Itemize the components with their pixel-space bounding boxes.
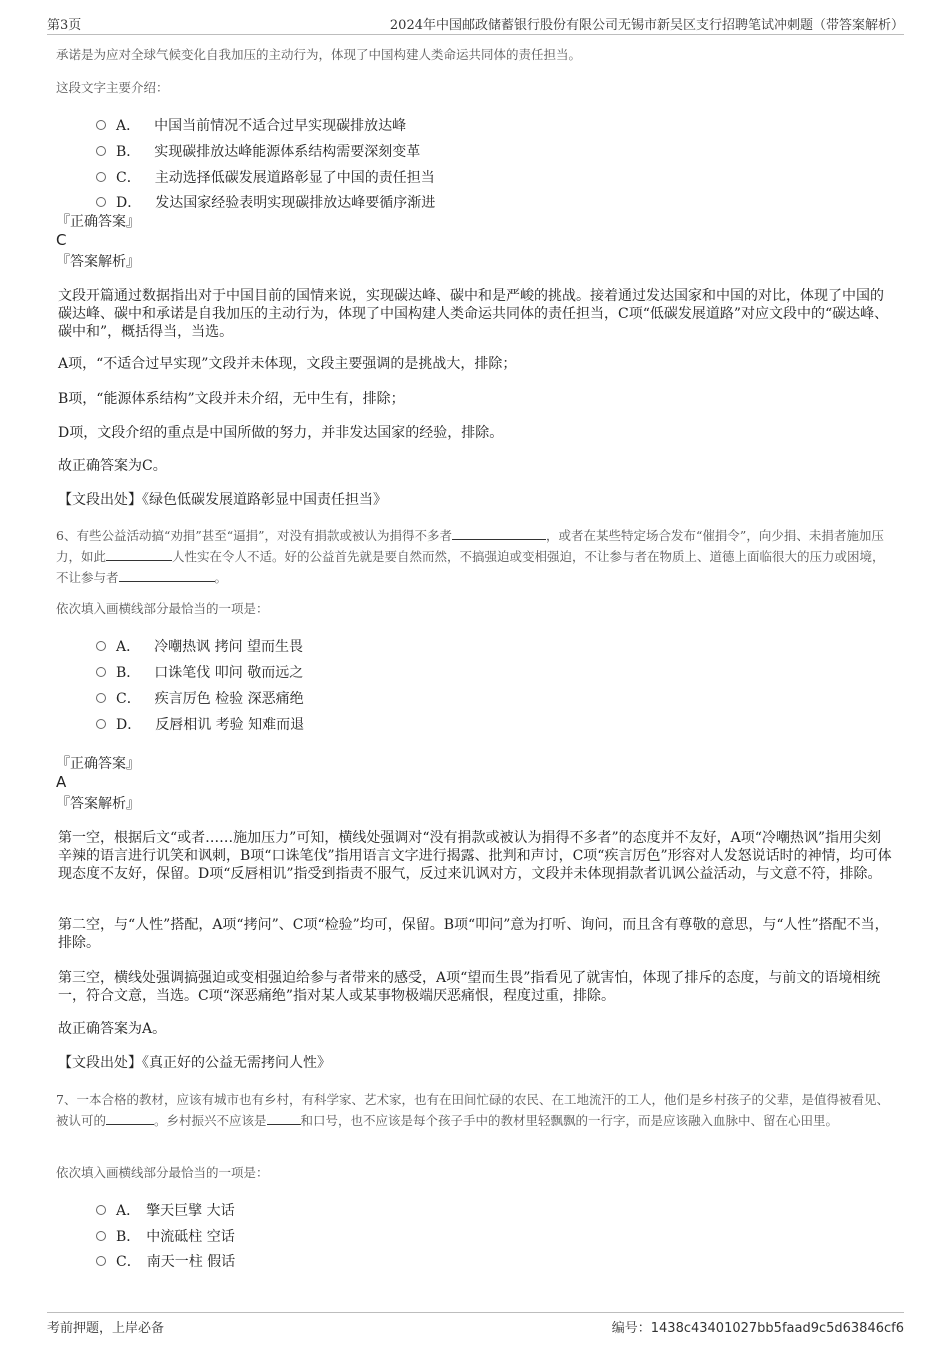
q6-analysis-paragraph: 第二空，与“人性”搭配，A项“拷问”、C项“检验”均可，保留。B项“叩问”意为打听、询问，而且含有尊敬的意思，与“人性”搭配不当，排除。: [58, 917, 889, 951]
radio-icon[interactable]: [96, 641, 106, 651]
q5-analysis-paragraph: A项，“不适合过早实现”文段并未体现，文段主要强调的是挑战大，排除；: [58, 356, 517, 372]
fill-blank[interactable]: [267, 1112, 301, 1125]
radio-icon[interactable]: [96, 719, 106, 729]
radio-icon[interactable]: [96, 1256, 106, 1266]
radio-icon[interactable]: [96, 1205, 106, 1215]
footer-slogan: 考前押题，上岸必备: [47, 1321, 165, 1336]
q5-answer-label: 『正确答案』: [56, 214, 140, 230]
q6-option-a[interactable]: A． 冷嘲热讽 拷问 望而生畏: [96, 636, 303, 656]
q7-option-b[interactable]: B． 中流砥柱 空话: [96, 1226, 235, 1246]
q6-prompt: 依次填入画横线部分最恰当的一项是：: [56, 601, 269, 616]
radio-icon[interactable]: [96, 693, 106, 703]
fill-blank[interactable]: [119, 569, 215, 582]
q6-source: 【文段出处】《真正好的公益无需拷问人性》: [58, 1055, 331, 1071]
radio-icon[interactable]: [96, 146, 106, 156]
q6-answer-label: 『正确答案』: [56, 756, 140, 772]
q6-analysis-paragraph: 故正确答案为A。: [58, 1021, 167, 1037]
q7-stem: 7、一本合格的教材，应该有城市也有乡村，有科学家、艺术家，也有在田间忙碌的农民、在工地流汗的工人，他们是乡村孩子的父辈，是值得被看见、被认可的 。乡村振兴不应该是 和口号，也不应该是每个孩子手中的教材里轻飘飘的一行字，而是应该融入血脉中、留在心田里。: [56, 1092, 889, 1128]
q5-prompt: 这段文字主要介绍：: [56, 80, 169, 95]
q5-option-d[interactable]: D． 发达国家经验表明实现碳排放达峰要循序渐进: [96, 192, 435, 212]
q5-analysis-paragraph: B项，“能源体系结构”文段并未介绍，无中生有，排除；: [58, 391, 405, 407]
q6-option-d[interactable]: D． 反唇相讥 考验 知难而退: [96, 714, 304, 734]
q5-answer: C: [56, 231, 67, 249]
page-footer: [47, 1312, 904, 1337]
q5-analysis-paragraph: 故正确答案为C。: [58, 458, 167, 474]
radio-icon[interactable]: [96, 667, 106, 677]
q5-option-c[interactable]: C． 主动选择低碳发展道路彰显了中国的责任担当: [96, 167, 435, 187]
radio-icon[interactable]: [96, 1231, 106, 1241]
q6-analysis-paragraph: 第一空，根据后文“或者……施加压力”可知，横线处强调对“没有捐款或被认为捐得不多者”的态度并不友好，A项“冷嘲热讽”指用尖刻辛辣的语言进行讥笑和讽刺，B项“口诛笔伐”指用语言文字进行揭露、批判和声讨，C项“疾言厉色”形容对人发怒说话时的神情，均可体现态度不友好，保留。D项“反唇相讥”指受到指责不服气，反过来讥讽对方，文段并未体现捐款者讥讽公益活动，与文意不符，排除。: [58, 830, 892, 882]
radio-icon[interactable]: [96, 197, 106, 207]
radio-icon[interactable]: [96, 120, 106, 130]
q6-answer: A: [56, 773, 67, 791]
q5-option-a[interactable]: A． 中国当前情况不适合过早实现碳排放达峰: [96, 115, 406, 135]
q6-stem: 6、有些公益活动搞“劝捐”甚至“逼捐”，对没有捐款或被认为捐得不多者 ，或者在某些特定场合发布“催捐令”，向少捐、未捐者施加压力，如此 人性实在令人不适。好的公益首先就是要自然而然，不搞强迫或变相强迫，不让参与者在物质上、道德上面临很大的压力或困境，不让参与者 。: [56, 528, 885, 585]
q7-option-a[interactable]: A． 擎天巨擘 大话: [96, 1200, 235, 1220]
q5-option-b[interactable]: B． 实现碳排放达峰能源体系结构需要深刻变革: [96, 141, 420, 161]
page-header: [47, 14, 904, 35]
q6-option-c[interactable]: C． 疾言厉色 检验 深恶痛绝: [96, 688, 304, 708]
q5-analysis-paragraph: D项，文段介绍的重点是中国所做的努力，并非发达国家的经验，排除。: [58, 425, 504, 441]
fill-blank[interactable]: [106, 548, 172, 561]
page-number: 第3页: [47, 18, 82, 33]
q7-option-c[interactable]: C． 南天一柱 假话: [96, 1251, 235, 1271]
q5-analysis-label: 『答案解析』: [56, 254, 140, 270]
q6-analysis-paragraph: 第三空，横线处强调搞强迫或变相强迫给参与者带来的感受，A项“望而生畏”指看见了就害怕，体现了排斥的态度，与前文的语境相统一，符合文意，当选。C项“深恶痛绝”指对某人或某事物极端厌恶痛恨，程度过重，排除。: [58, 970, 881, 1004]
document-code: 编号：1438c43401027bb5faad9c5d63846cf6: [611, 1321, 904, 1336]
document-title: 2024年中国邮政储蓄银行股份有限公司无锡市新吴区支行招聘笔试冲刺题（带答案解析）: [389, 18, 904, 33]
q6-option-b[interactable]: B． 口诛笔伐 叩问 敬而远之: [96, 662, 303, 682]
q6-analysis-label: 『答案解析』: [56, 796, 140, 812]
q7-prompt: 依次填入画横线部分最恰当的一项是：: [56, 1165, 269, 1180]
fill-blank[interactable]: [452, 527, 546, 540]
q5-passage-end: 承诺是为应对全球气候变化自我加压的主动行为，体现了中国构建人类命运共同体的责任担当。: [56, 47, 582, 62]
q5-source: 【文段出处】《绿色低碳发展道路彰显中国责任担当》: [58, 492, 387, 508]
q5-analysis-paragraph: 文段开篇通过数据指出对于中国目前的国情来说，实现碳达峰、碳中和是严峻的挑战。接着通过发达国家和中国的对比，体现了中国的碳达峰、碳中和承诺是自我加压的主动行为，体现了中国构建人类命运共同体的责任担当，C项“低碳发展道路”对应文段中的“碳达峰、碳中和”，概括得当，当选。: [58, 288, 889, 340]
radio-icon[interactable]: [96, 172, 106, 182]
fill-blank[interactable]: [106, 1112, 154, 1125]
